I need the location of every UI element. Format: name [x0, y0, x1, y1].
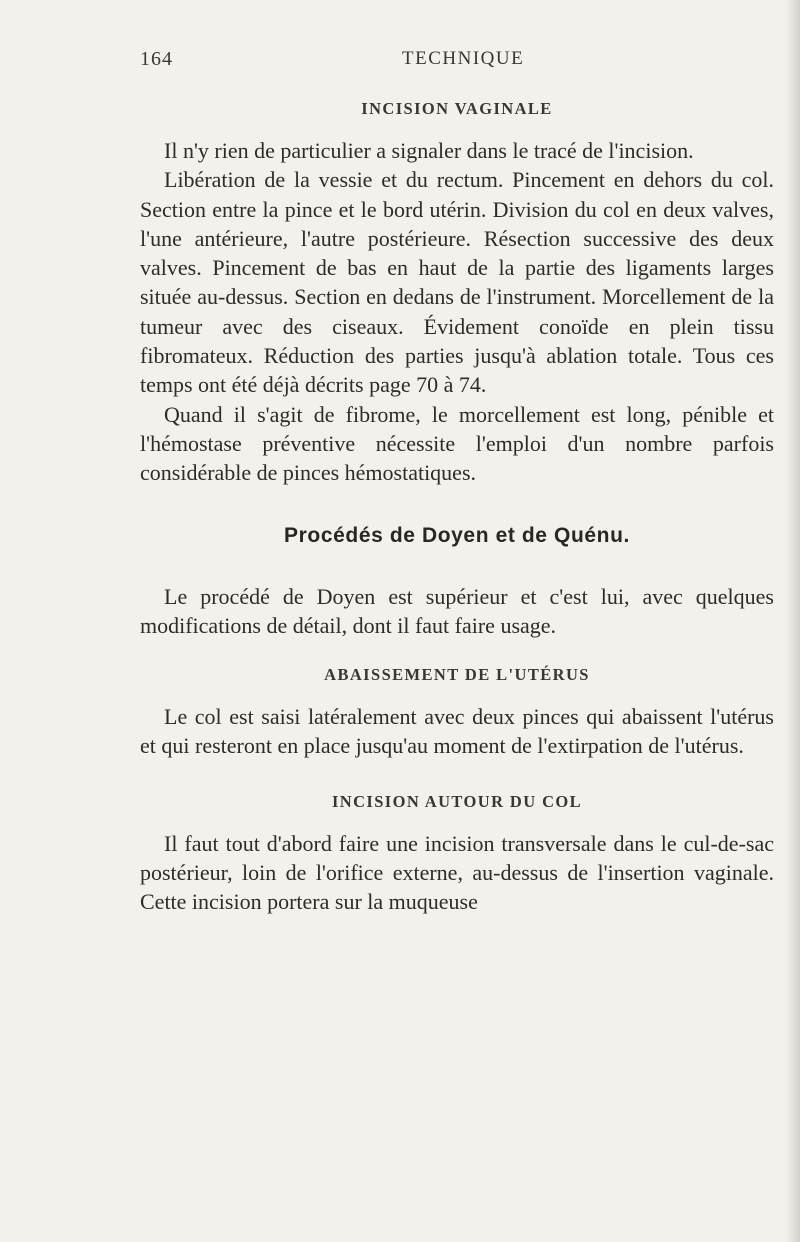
- paragraph: Libération de la vessie et du rectum. Pincement en dehors du col. Section entre la pince et le bord utérin. Division du col en deux valves, l'une antérieure, l'autre postérieure. Résection successive des deux valves. Pincement de bas en haut de la partie des ligaments larges située au-dessus. Section en dedans de l'instrument. Morcellement de la tumeur avec des ciseaux. Évidement conoïde en plein tissu fibromateux. Réduction des parties jusqu'à ablation totale. Tous ces temps ont été déjà décrits page 70 à 74.: [140, 167, 774, 398]
- paragraph: Il n'y rien de particulier a signaler dans le tracé de l'incision.: [164, 138, 694, 163]
- running-head: [140, 48, 780, 78]
- page-content: [140, 94, 774, 917]
- page-number: 164: [140, 48, 173, 70]
- paragraph: Il faut tout d'abord faire une incision transversale dans le cul-de-sac postérieur, loin de l'orifice externe, au-dessus de l'insertion vaginale. Cette incision portera sur la muqueuse: [140, 830, 774, 915]
- paragraph: Le col est saisi latéralement avec deux pinces qui abaissent l'utérus et qui resteront en place jusqu'au moment de l'extirpation de l'utérus.: [140, 704, 774, 759]
- section-title-abaissement: ABAISSEMENT DE L'UTÉRUS: [324, 665, 590, 685]
- section-title-incision-vaginale: INCISION VAGINALE: [361, 99, 553, 118]
- paragraph: Quand il s'agit de fibrome, le morcellement est long, pénible et l'hémostase préventive nécessite l'emploi d'un nombre parfois considérable de pinces hémostatiques.: [140, 401, 774, 486]
- page-edge-shadow: [786, 0, 800, 1242]
- section-title-procedes: Procédés de Doyen et de Quénu.: [284, 523, 630, 547]
- paragraph: Le procédé de Doyen est supérieur et c'est lui, avec quelques modifications de détail, dont il faut faire usage.: [140, 583, 774, 638]
- section-title-incision-col: INCISION AUTOUR DU COL: [331, 791, 583, 811]
- running-title: TECHNIQUE: [402, 48, 525, 69]
